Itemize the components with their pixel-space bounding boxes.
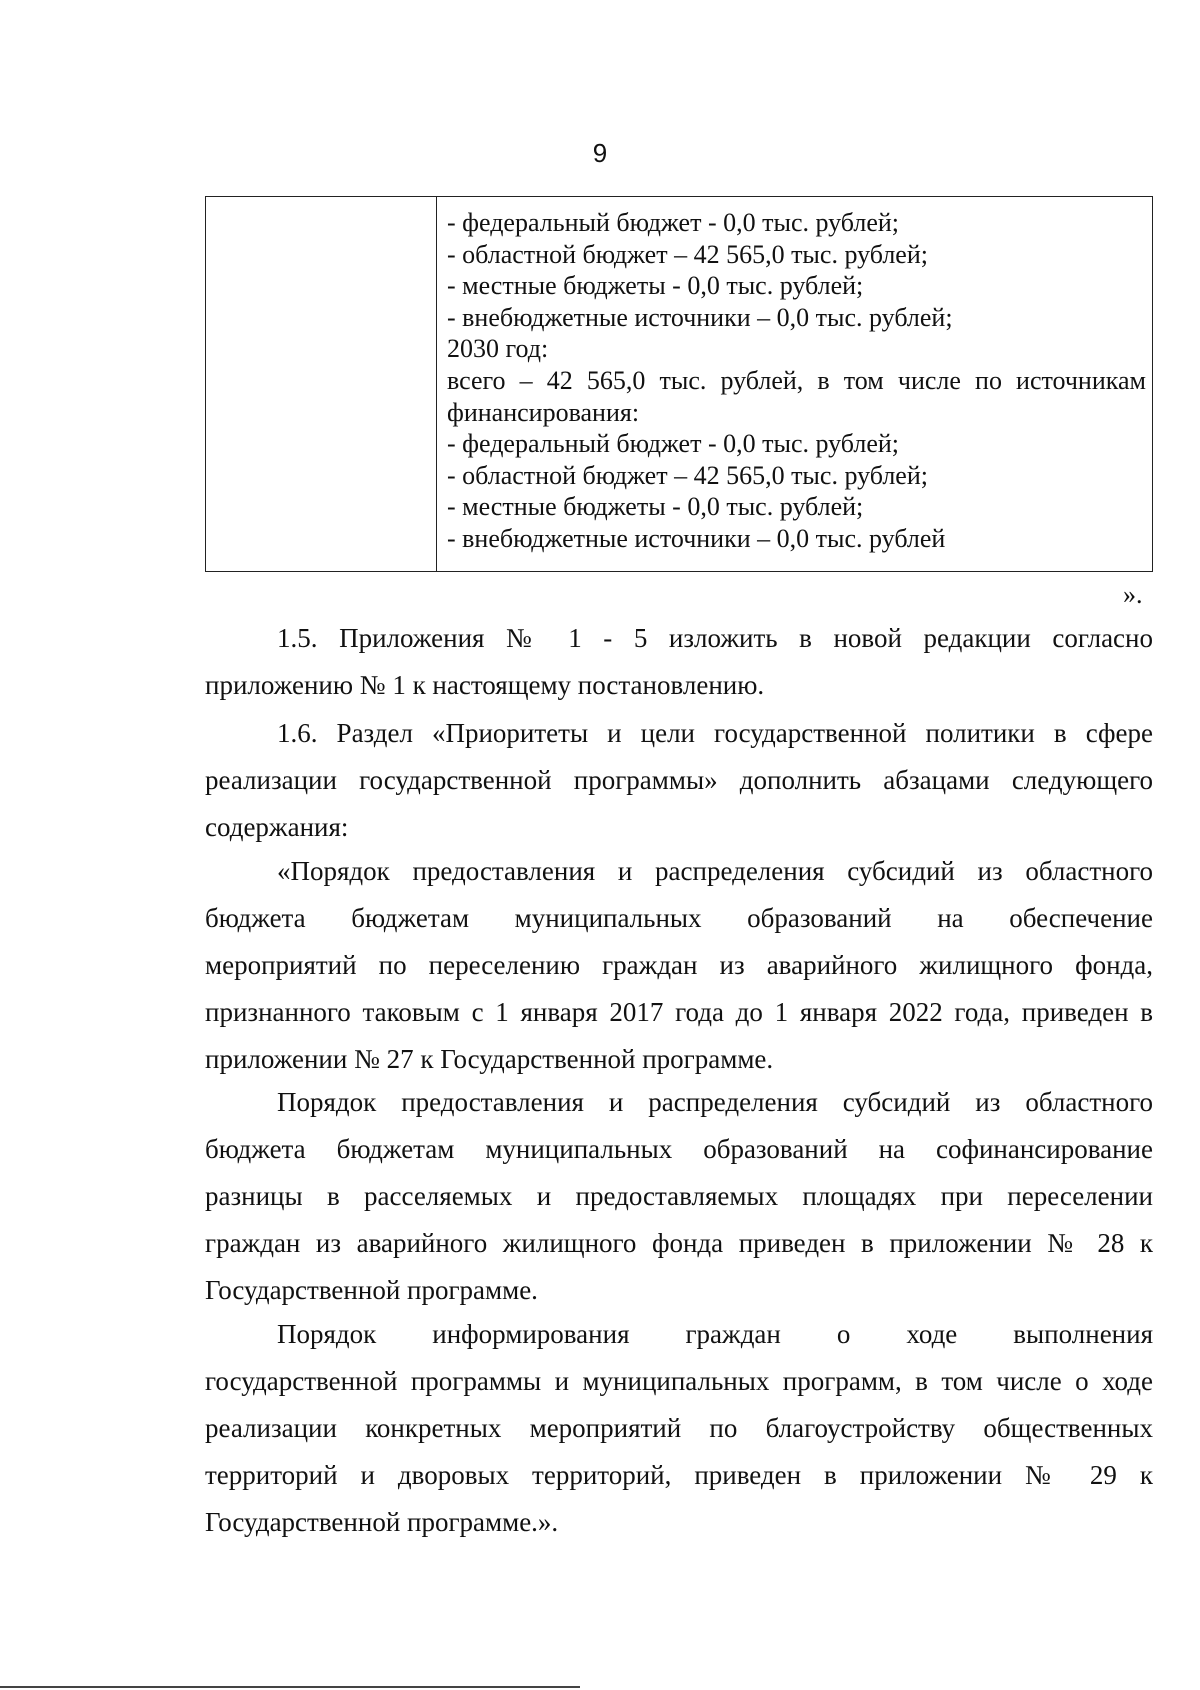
funding-line: всего – 42 565,0 тыс. рублей, в том числе по источникам	[447, 365, 1146, 395]
funding-line: - областной бюджет – 42 565,0 тыс. рублей;	[447, 239, 928, 269]
funding-line: - федеральный бюджет - 0,0 тыс. рублей;	[447, 429, 900, 459]
paragraph-line: 1.6. Раздел «Приоритеты и цели государственной политики в сфере	[277, 718, 1153, 748]
paragraph-line: территорий и дворовых территорий, приведен в приложении № 29 к	[205, 1460, 1153, 1490]
quoted-paragraph-3	[205, 1311, 1153, 1546]
funding-line: 2030 год:	[447, 334, 549, 364]
funding-line: - внебюджетные источники – 0,0 тыс. рублей;	[447, 302, 953, 332]
paragraph-line: приложении № 27 к Государственной программе.	[205, 1044, 774, 1074]
paragraph-line: разницы в расселяемых и предоставляемых площадях при переселении	[205, 1181, 1153, 1211]
paragraph-line: мероприятий по переселению граждан из аварийного жилищного фонда,	[205, 950, 1153, 980]
paragraph-line: бюджета бюджетам муниципальных образований на софинансирование	[205, 1134, 1153, 1164]
funding-line: финансирования:	[447, 397, 640, 427]
paragraph-line: приложению № 1 к настоящему постановлению.	[205, 670, 765, 700]
footer-divider	[0, 1686, 580, 1688]
funding-table-row	[206, 197, 1153, 572]
funding-table	[205, 196, 1153, 572]
paragraph-line: Порядок информирования граждан о ходе выполнения	[277, 1319, 1153, 1349]
funding-line: - федеральный бюджет - 0,0 тыс. рублей;	[447, 208, 900, 237]
funding-line: - местные бюджеты - 0,0 тыс. рублей;	[447, 492, 864, 522]
paragraph-line: государственной программы и муниципальных программ, в том числе о ходе	[205, 1366, 1153, 1396]
quoted-paragraph-2	[205, 1079, 1153, 1314]
paragraph-line: реализации конкретных мероприятий по благоустройству общественных	[205, 1413, 1153, 1443]
page-number: 9	[592, 138, 608, 168]
paragraph-1-6	[205, 710, 1153, 851]
funding-line: - внебюджетные источники – 0,0 тыс. рублей	[447, 523, 946, 553]
paragraph-1-5	[205, 615, 1153, 709]
paragraph-line: Порядок предоставления и распределения субсидий из областного	[277, 1087, 1153, 1117]
paragraph-line: граждан из аварийного жилищного фонда приведен в приложении № 28 к	[205, 1228, 1153, 1258]
paragraph-line: Государственной программе.	[205, 1275, 538, 1305]
paragraph-line: содержания:	[205, 812, 349, 842]
closing-quote: ».	[1123, 580, 1143, 609]
paragraph-line: Государственной программе.».	[205, 1507, 559, 1537]
paragraph-line: «Порядок предоставления и распределения субсидий из областного	[277, 856, 1153, 886]
funding-line: - областной бюджет – 42 565,0 тыс. рублей;	[447, 460, 928, 490]
paragraph-line: 1.5. Приложения № 1 - 5 изложить в новой редакции согласно	[277, 623, 1153, 653]
funding-table-value-cell	[437, 197, 1153, 572]
funding-line: - местные бюджеты - 0,0 тыс. рублей;	[447, 271, 864, 301]
quoted-paragraph-1	[205, 848, 1153, 1083]
paragraph-line: бюджета бюджетам муниципальных образований на обеспечение	[205, 903, 1153, 933]
paragraph-line: реализации государственной программы» дополнить абзацами следующего	[205, 765, 1153, 795]
funding-table-label-cell	[206, 197, 437, 572]
paragraph-line: признанного таковым с 1 января 2017 года до 1 января 2022 года, приведен в	[205, 997, 1153, 1027]
